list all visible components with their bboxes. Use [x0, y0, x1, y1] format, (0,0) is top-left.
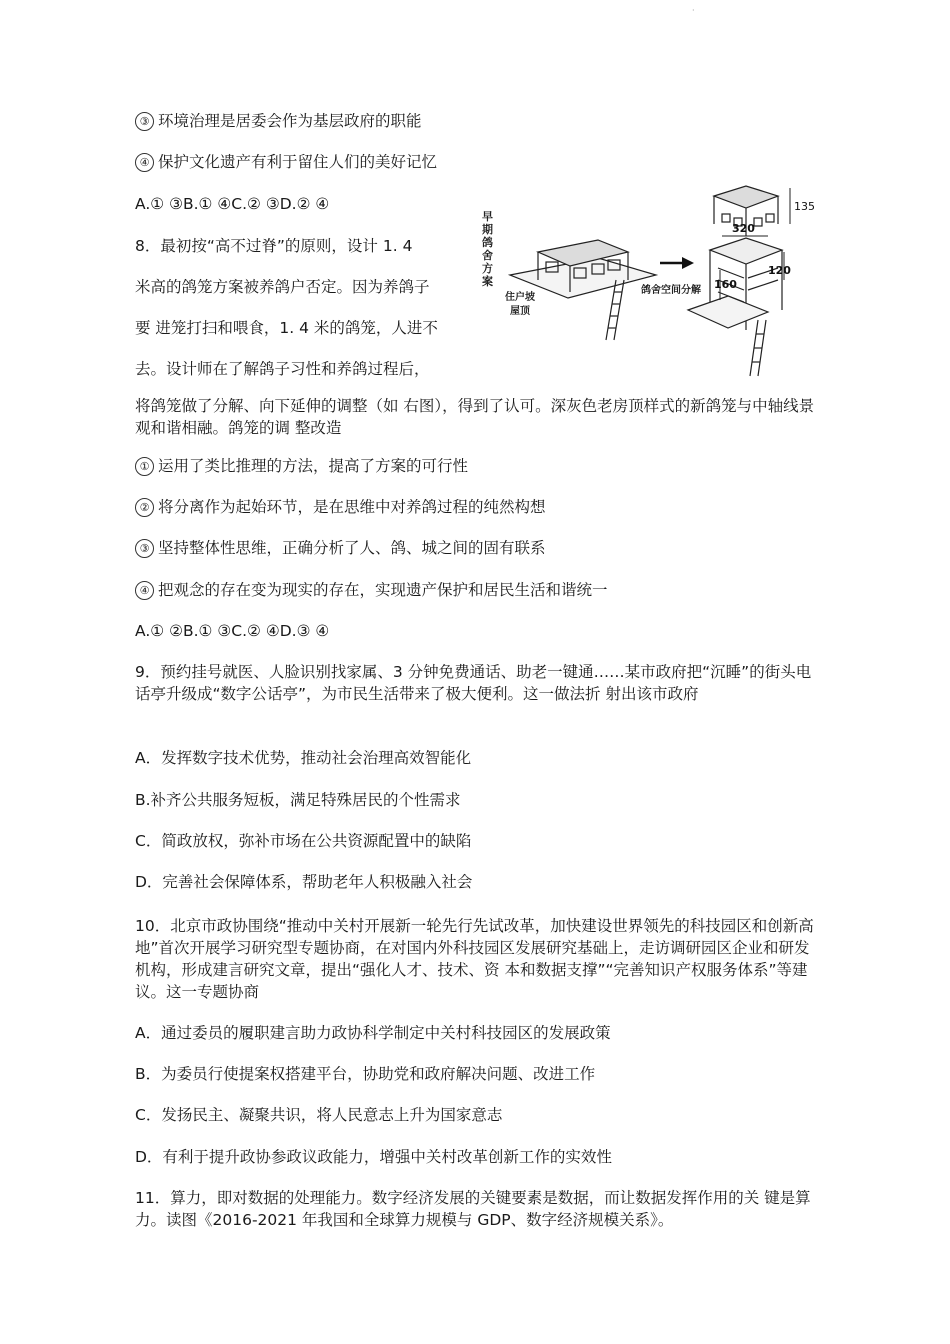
- q7-option-4: ④ 保护文化遗产有利于留住人们的美好记忆: [135, 151, 815, 173]
- q10-stem: 10．北京市政协围绕“推动中关村开展新一轮先行先试改革，加快建设世界领先的科技园区和创新高地”首次开展学习研究型专题协商，在对国内外科技园区发展研究基础上，走访调研园区企业和研发机构，形成建言研究文章，提出“强化人才、技术、资 本和数据支撑”“完善知识产权服务体系”等建议。这一专题协商: [135, 917, 814, 1001]
- q8-stem-line-4: 去。设计师在了解鸽子习性和养鸽过程后，: [135, 360, 430, 378]
- marker: ④: [135, 153, 154, 172]
- q9-option-c: C．简政放权，弥补市场在公共资源配置中的缺陷: [135, 832, 472, 850]
- q9-stem: 9．预约挂号就医、人脸识别找家属、3 分钟免费通话、助老一键通……某市政府把“沉睡”的街头电话亭升级成“数字公话亭”，为市民生活带来了极大便利。这一做法折 射出该市政府: [135, 663, 812, 703]
- q7-choices: A.① ③B.① ④C.② ③D.② ④: [135, 195, 330, 213]
- q9-option-b: B.补齐公共服务短板，满足特殊居民的个性需求: [135, 791, 461, 809]
- q10-option-c: C．发扬民主、凝聚共识，将人民意志上升为国家意志: [135, 1106, 503, 1124]
- figure-label-early: 早期鸽舍方案: [482, 210, 493, 288]
- q8-option-4: ④ 把观念的存在变为现实的存在，实现遗产保护和居民生活和谐统一: [135, 579, 815, 601]
- arrow-icon: [660, 257, 694, 269]
- figure-label-roof-2: 屋顶: [510, 306, 530, 317]
- q8-option-2: ② 将分离作为起始环节，是在思维中对养鸽过程的纯然构想: [135, 496, 815, 518]
- early-house-drawing: [510, 240, 656, 340]
- q10-option-d: D．有利于提升政协参政议政能力，增强中关村改革创新工作的实效性: [135, 1148, 612, 1166]
- pigeon-loft-figure: [478, 180, 818, 380]
- page-dot: ·: [692, 6, 695, 15]
- q7-option-3: ③ 环境治理是居委会作为基层政府的职能: [135, 110, 815, 132]
- q8-stem-line-3: 要 进笼打扫和喂食，1. 4 米的鸽笼，人进不: [135, 319, 438, 337]
- dimension-135: 135: [794, 200, 815, 213]
- q11-stem: 11．算力，即对数据的处理能力。数字经济发展的关键要素是数据，而让数据发挥作用的关 键是算力。读图《2016-2021 年我国和全球算力规模与 GDP、数字经济规模关系》。: [135, 1189, 811, 1229]
- marker: ③: [135, 112, 154, 131]
- q9-option-d: D．完善社会保障体系，帮助老年人积极融入社会: [135, 873, 473, 891]
- q8-stem-line-5: 将鸽笼做了分解、向下延伸的调整（如 右图），得到了认可。深灰色老房顶样式的新鸽笼与中轴线景观和谐相融。鸽笼的调 整改造: [135, 397, 815, 437]
- marker: ④: [135, 581, 154, 600]
- dimension-120: 120: [768, 264, 791, 277]
- marker: ②: [135, 498, 154, 517]
- q8-option-3: ③ 坚持整体性思维，正确分析了人、鸽、城之间的固有联系: [135, 537, 815, 559]
- q8-option-1: ① 运用了类比推理的方法，提高了方案的可行性: [135, 455, 815, 477]
- figure-label-decompose: 鸽舍空间分解: [641, 285, 701, 296]
- q9-option-a: A．发挥数字技术优势，推动社会治理高效智能化: [135, 749, 472, 767]
- dimension-320: 320: [732, 222, 755, 235]
- dimension-160: 160: [714, 278, 737, 291]
- figure-label-roof-1: 住户坡: [505, 292, 535, 303]
- marker: ③: [135, 539, 154, 558]
- q8-stem-line-2: 米高的鸽笼方案被养鸽户否定。因为养鸽子: [135, 278, 430, 296]
- marker: ①: [135, 457, 154, 476]
- q8-stem-line-1: 8．最初按“高不过脊”的原则，设计 1. 4: [135, 237, 413, 255]
- q10-option-b: B．为委员行使提案权搭建平台，协助党和政府解决问题、改进工作: [135, 1065, 596, 1083]
- q10-option-a: A．通过委员的履职建言助力政协科学制定中关村科技园区的发展政策: [135, 1024, 611, 1042]
- q8-choices: A.① ②B.① ③C.② ④D.③ ④: [135, 622, 330, 640]
